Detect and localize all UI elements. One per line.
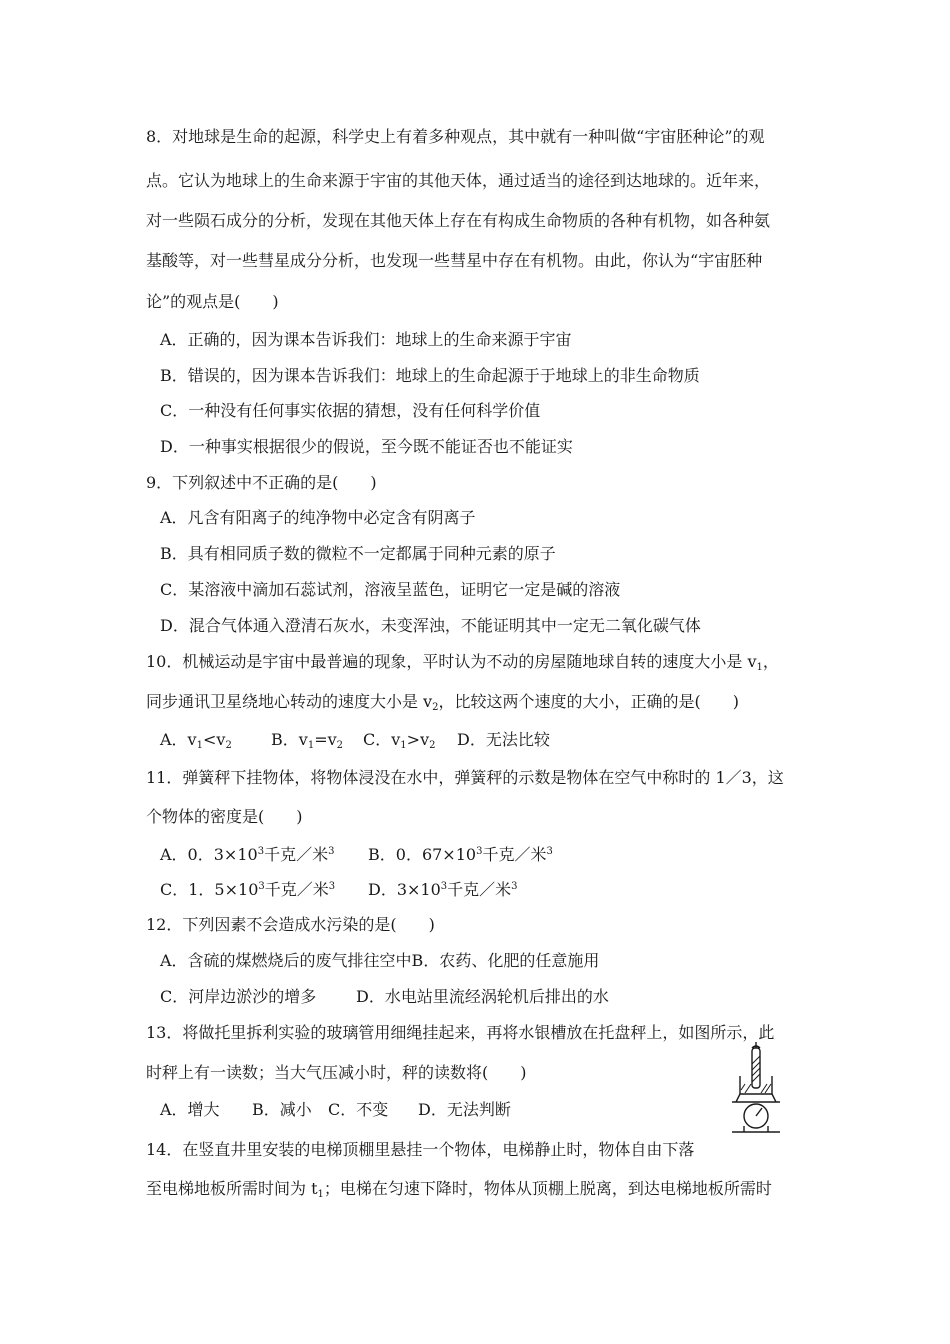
q11-option-d: D．$3\times 10^3$千克／米$^3$ bbox=[368, 880, 518, 899]
q9-option-c: C．某溶液中滴加石蕊试剂，溶液呈蓝色，证明它一定是碱的溶液 bbox=[160, 580, 621, 599]
q8-stem-line-2: 点。它认为地球上的生命来源于宇宙的其他天体，通过适当的途径到达地球的。近年来， bbox=[146, 171, 771, 190]
q11-option-b: B．0．$67\times 10^3$千克／米$^3$ bbox=[368, 845, 553, 864]
q12-stem: 12．下列因素不会造成水污染的是( ) bbox=[146, 915, 435, 934]
q11-stem-line-2: 个物体的密度是( ) bbox=[146, 807, 303, 826]
q12-option-d: D．水电站里流经涡轮机后排出的水 bbox=[356, 987, 609, 1006]
q13-option-a: A．增大 bbox=[160, 1100, 220, 1119]
q8-stem-line-1: 8．对地球是生命的起源，科学史上有着多种观点，其中就有一种叫做“宇宙胚种论”的观 bbox=[146, 127, 765, 146]
q8-stem-line-4: 基酸等，对一些彗星成分分析，也发现一些彗星中存在有机物。由此，你认为“宇宙胚种 bbox=[146, 251, 763, 270]
q14-stem-line-1: 14．在竖直井里安装的电梯顶棚里悬挂一个物体，电梯静止时，物体自由下落 bbox=[146, 1140, 695, 1159]
q13-option-c: C．不变 bbox=[328, 1100, 389, 1119]
q12-option-c: C．河岸边淤沙的增多 bbox=[160, 987, 317, 1006]
q11-stem-line-1: 11．弹簧秤下挂物体，将物体浸没在水中，弹簧秤的示数是物体在空气中称时的 1／3，这 bbox=[146, 768, 784, 787]
torricelli-scale-figure bbox=[728, 1042, 784, 1142]
q9-option-d: D．混合气体通入澄清石灰水，未变浑浊，不能证明其中一定无二氧化碳气体 bbox=[160, 616, 701, 635]
q10-option-d: D．无法比较 bbox=[457, 730, 550, 749]
q10-option-b: B．$v_1=v_2$ bbox=[271, 730, 344, 751]
q13-option-b: B．减小 bbox=[252, 1100, 312, 1119]
q13-option-d: D．无法判断 bbox=[418, 1100, 511, 1119]
q9-stem: 9．下列叙述中不正确的是( ) bbox=[146, 473, 377, 492]
q8-option-a: A．正确的，因为课本告诉我们：地球上的生命来源于宇宙 bbox=[160, 330, 572, 349]
q8-option-d: D．一种事实根据很少的假说，至今既不能证否也不能证实 bbox=[160, 437, 573, 456]
q8-stem-line-5: 论”的观点是( ) bbox=[146, 292, 279, 311]
q10-option-a: A．$v_1<v_2$ bbox=[160, 730, 232, 751]
q10-stem-line-2: 同步通讯卫星绕地心转动的速度大小是 $v_2$，比较这两个速度的大小，正确的是( ) bbox=[146, 692, 740, 713]
q8-option-b: B．错误的，因为课本告诉我们：地球上的生命起源于于地球上的非生命物质 bbox=[160, 366, 700, 385]
q13-stem-line-2: 时秤上有一读数；当大气压减小时，秤的读数将( ) bbox=[146, 1063, 527, 1082]
q13-stem-line-1: 13．将做托里拆利实验的玻璃管用细绳挂起来，再将水银槽放在托盘秤上，如图所示，此 bbox=[146, 1023, 775, 1042]
q11-option-a: A．0．$3\times 10^3$千克／米$^3$ bbox=[160, 845, 335, 864]
q14-stem-line-2: 至电梯地板所需时间为 $t_1$；电梯在匀速下降时，物体从顶棚上脱离，到达电梯地板所需时 bbox=[146, 1179, 772, 1200]
q11-option-c: C．1．$5\times 10^3$千克／米$^3$ bbox=[160, 880, 336, 899]
q9-option-a: A．凡含有阳离子的纯净物中必定含有阴离子 bbox=[160, 508, 476, 527]
q8-option-c: C．一种没有任何事实依据的猜想，没有任何科学价值 bbox=[160, 401, 541, 420]
q8-stem-line-3: 对一些陨石成分的分析，发现在其他天体上存在有构成生命物质的各种有机物，如各种氨 bbox=[146, 211, 771, 230]
q10-option-c: C．$v_1>v_2$ bbox=[363, 730, 436, 751]
q9-option-b: B．具有相同质子数的微粒不一定都属于同种元素的原子 bbox=[160, 544, 556, 563]
q12-options-ab: A．含硫的煤燃烧后的废气排往空中B．农药、化肥的任意施用 bbox=[160, 951, 600, 970]
q10-stem-line-1: 10．机械运动是宇宙中最普遍的现象，平时认为不动的房屋随地球自转的速度大小是 $v_1$， bbox=[146, 652, 779, 673]
